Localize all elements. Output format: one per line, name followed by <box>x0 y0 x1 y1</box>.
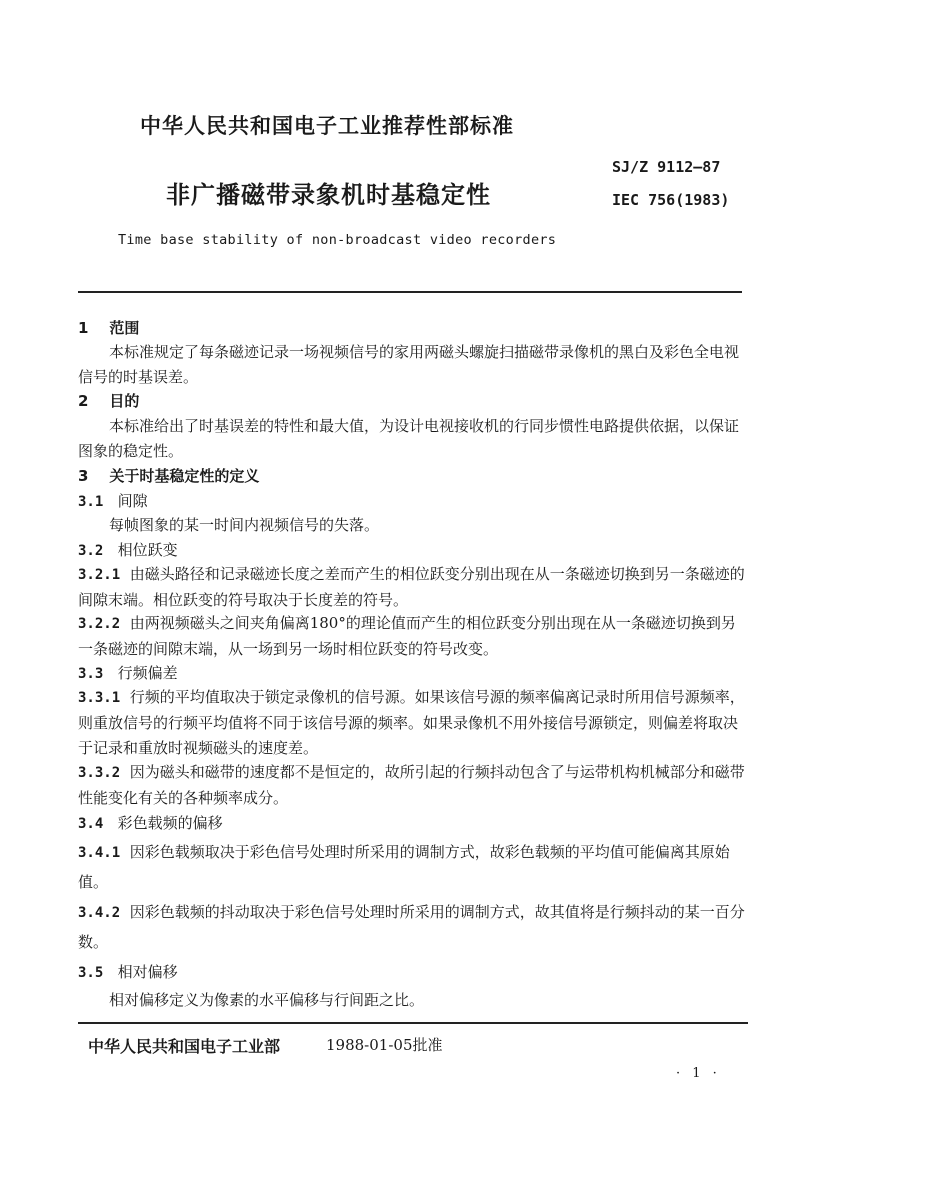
section-text: 因为磁头和磁带的速度都不是恒定的，故所引起的行频抖动包含了与运带机构机械部分和磁带性能变化有关的各种频率成分。 <box>78 763 745 807</box>
section-number: 3.4.1 <box>78 845 121 861</box>
section-number: 3.4 <box>78 816 104 832</box>
section-title: 彩色载频的偏移 <box>117 814 223 832</box>
section-number: 3 <box>78 467 89 485</box>
section-3-3-1-paragraph <box>78 685 750 761</box>
section-number: 3.3 <box>78 666 104 682</box>
section-number: 3.3.2 <box>78 765 121 781</box>
section-text: 由两视频磁头之间夹角偏离180°的理论值而产生的相位跃变分别出现在从一条磁迹切换到另一条磁迹的间隙末端，从一场到另一场时相位跃变的符号改变。 <box>78 614 736 658</box>
section-title: 相位跃变 <box>117 541 178 559</box>
section-3-4-1-paragraph <box>78 838 750 897</box>
section-2-text: 本标准给出了时基误差的特性和最大值，为设计电视接收机的行同步惯性电路提供依据，以保证图象的稳定性。 <box>78 417 740 460</box>
section-number: 3.2 <box>78 543 104 559</box>
page-number: · 1 · <box>676 1066 721 1081</box>
section-3-2-1-paragraph <box>78 562 750 613</box>
section-title: 目的 <box>109 392 140 410</box>
section-number: 3.3.1 <box>78 690 121 706</box>
section-3-4-2-paragraph <box>78 898 750 957</box>
section-3-1-heading <box>78 489 148 514</box>
document-title-en: Time base stability of non-broadcast video recorders <box>118 232 557 248</box>
approval-date: 1988-01-05批准 <box>326 1036 443 1054</box>
org-standard-heading: 中华人民共和国电子工业推荐性部标准 <box>140 114 514 138</box>
section-text: 行频的平均值取决于锁定录像机的信号源。如果该信号源的频率偏离记录时所用信号源频率，则重放信号的行频平均值将不同于该信号源的频率。如果录像机不用外接信号源锁定，则偏差将取决于记录和重放时视频磁头的速度差。 <box>78 688 745 757</box>
footer-divider <box>78 1022 748 1024</box>
section-1-heading <box>78 316 139 340</box>
section-2-heading <box>78 389 139 413</box>
section-title: 相对偏移 <box>117 963 178 981</box>
section-number: 3.2.1 <box>78 567 121 583</box>
section-title: 范围 <box>109 319 140 337</box>
section-text: 因彩色载频的抖动取决于彩色信号处理时所采用的调制方式，故其值将是行频抖动的某一百分数。 <box>78 903 745 951</box>
section-number: 2 <box>78 392 89 410</box>
section-1-text: 本标准规定了每条磁迹记录一场视频信号的家用两磁头螺旋扫描磁带录像机的黑白及彩色全电视信号的时基误差。 <box>78 343 740 386</box>
section-3-3-heading <box>78 661 178 686</box>
header-divider <box>78 291 742 293</box>
iec-code: IEC 756(1983) <box>612 191 730 209</box>
section-3-heading <box>78 464 259 488</box>
section-number: 3.4.2 <box>78 905 121 921</box>
section-3-2-heading <box>78 538 178 563</box>
section-3-4-heading <box>78 811 223 836</box>
section-text: 由磁头路径和记录磁迹长度之差而产生的相位跃变分别出现在从一条磁迹切换到另一条磁迹的间隙末端。相位跃变的符号取决于长度差的符号。 <box>78 565 745 609</box>
section-3-1-text: 每帧图象的某一时间内视频信号的失落。 <box>109 516 380 534</box>
section-title: 行频偏差 <box>117 664 178 682</box>
section-title: 关于时基稳定性的定义 <box>109 467 260 485</box>
section-3-2-2-paragraph <box>78 611 750 662</box>
section-title: 间隙 <box>117 492 148 510</box>
standard-code: SJ/Z 9112—87 <box>612 158 721 176</box>
ministry-name: 中华人民共和国电子工业部 <box>88 1037 281 1056</box>
section-number: 3.5 <box>78 965 104 981</box>
section-text: 因彩色载频取决于彩色信号处理时所采用的调制方式，故彩色载频的平均值可能偏离其原始值。 <box>78 843 730 891</box>
document-title-cn: 非广播磁带录象机时基稳定性 <box>166 181 491 209</box>
section-3-5-heading <box>78 960 178 985</box>
section-3-5-text: 相对偏移定义为像素的水平偏移与行间距之比。 <box>109 991 425 1009</box>
section-3-3-2-paragraph <box>78 760 750 811</box>
section-number: 3.2.2 <box>78 616 121 632</box>
section-number: 3.1 <box>78 494 104 510</box>
section-number: 1 <box>78 319 89 337</box>
